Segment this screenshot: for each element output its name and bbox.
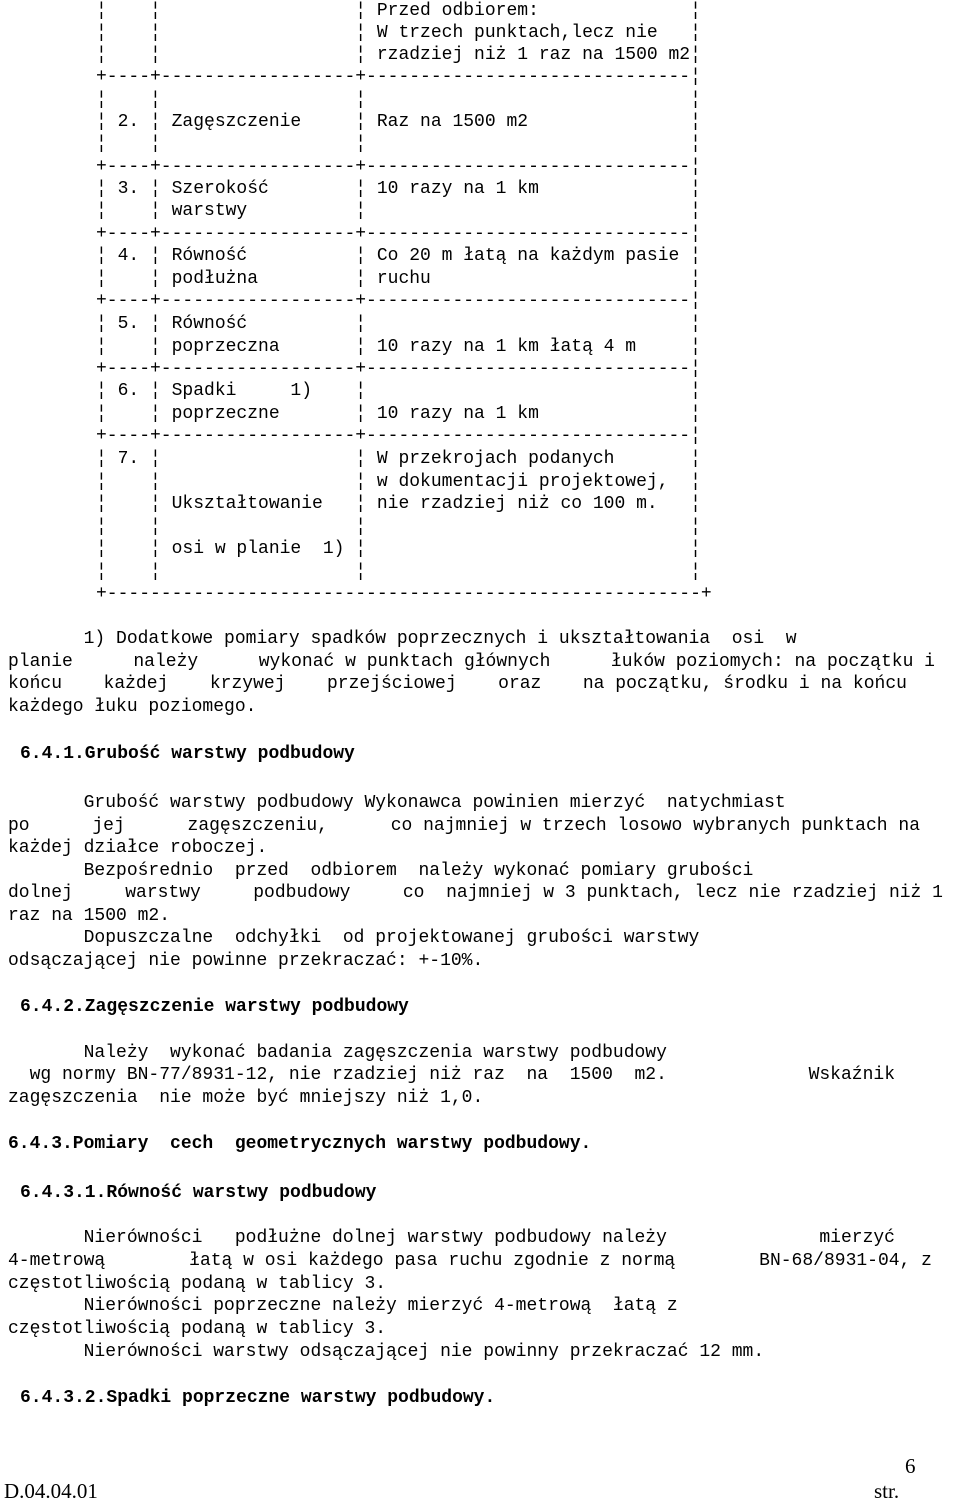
paragraph-line [8, 882, 943, 904]
paragraph-line [8, 1250, 932, 1272]
paragraph-word: 4-metrową [8, 1251, 106, 1271]
paragraph-line: zagęszczenia nie może być mniejszy niż 1,0. [8, 1088, 484, 1108]
paragraph-line: Nierówności poprzeczne należy mierzyć 4-metrową łatą z [8, 1296, 678, 1316]
section-heading: 6.4.3.2.Spadki poprzeczne warstwy podbudowy. [20, 1388, 496, 1408]
paragraph-word: jej [92, 816, 125, 836]
table-separator: +----+------------------+------------------------------¦ [96, 67, 701, 87]
paragraph-line: Należy wykonać badania zagęszczenia warstwy podbudowy [8, 1043, 667, 1063]
table-row-1-line: ¦ ¦ ¦ W trzech punktach,lecz nie ¦ [96, 23, 701, 43]
section-heading: 6.4.1.Grubość warstwy podbudowy [20, 744, 355, 764]
paragraph-line: Grubość warstwy podbudowy Wykonawca powinien mierzyć natychmiast [8, 793, 786, 813]
footnote-word: należy [133, 652, 199, 672]
table-row-4-line: ¦ 4. ¦ Równość ¦ Co 20 m łatą na każdym pasie ¦ [96, 246, 701, 266]
table-row-3-line: ¦ 3. ¦ Szerokość ¦ 10 razy na 1 km ¦ [96, 179, 701, 199]
table-separator: +----+------------------+------------------------------¦ [96, 224, 701, 244]
paragraph-word: mierzyć [819, 1228, 895, 1248]
paragraph-word: co najmniej w 3 punktach, lecz nie rzadziej niż 1 [402, 883, 943, 903]
paragraph-word: łatą w osi każdego pasa ruchu zgodnie z normą [189, 1251, 676, 1271]
footnote-word: na początku, środku i na końcu [582, 674, 907, 694]
table-row-2-line: ¦ ¦ ¦ ¦ [96, 134, 701, 154]
table-row-7-line: ¦ ¦ ¦ ¦ [96, 517, 701, 537]
section-heading: 6.4.2.Zagęszczenie warstwy podbudowy [20, 997, 409, 1017]
footnote-word: każdej [103, 674, 169, 694]
footnote-line: każdego łuku poziomego. [8, 697, 257, 717]
table-row-6-line: ¦ ¦ poprzeczne ¦ 10 razy na 1 km ¦ [96, 404, 701, 424]
paragraph-line: Nierówności warstwy odsączającej nie powinny przekraczać 12 mm. [8, 1342, 765, 1362]
footnote-word: łuków poziomych: na początku i [610, 652, 935, 672]
paragraph-word: warstwy [125, 883, 201, 903]
footnote-word: planie [8, 652, 73, 672]
paragraph-line: Bezpośrednio przed odbiorem należy wykonać pomiary grubości [8, 861, 754, 881]
paragraph-line: częstotliwością podaną w tablicy 3. [8, 1274, 387, 1294]
table-row-5-line: ¦ 5. ¦ Równość ¦ ¦ [96, 314, 701, 334]
footnote-word: przejściowej [327, 674, 457, 694]
footnote-word: krzywej [209, 674, 286, 694]
table-separator: +----+------------------+------------------------------¦ [96, 291, 701, 311]
paragraph-line: raz na 1500 m2. [8, 906, 171, 926]
table-row-7-line: ¦ 7. ¦ ¦ W przekrojach podanych ¦ [96, 449, 701, 469]
table-row-7-line: ¦ ¦ osi w planie 1) ¦ ¦ [96, 539, 701, 559]
table-row-3-line: ¦ ¦ warstwy ¦ ¦ [96, 201, 701, 221]
paragraph-word: wg normy BN-77/8931-12, nie rzadziej niż raz na 1500 m2. [8, 1065, 667, 1085]
table-row-7-line: ¦ ¦ ¦ ¦ [96, 562, 701, 582]
section-heading: 6.4.3.1.Równość warstwy podbudowy [20, 1183, 377, 1203]
page-number: 6 [905, 1454, 916, 1478]
paragraph-line: częstotliwością podaną w tablicy 3. [8, 1319, 387, 1339]
table-row-6-line: ¦ 6. ¦ Spadki 1) ¦ ¦ [96, 381, 701, 401]
paragraph-line: odsączającej nie powinne przekraczać: +-10%. [8, 951, 484, 971]
footnote-line [8, 651, 935, 673]
section-heading: 6.4.3.Pomiary cech geometrycznych warstwy podbudowy. [8, 1134, 592, 1154]
paragraph-word: zagęszczeniu, [187, 816, 328, 836]
paragraph-word: podbudowy [253, 883, 351, 903]
footnote-word: wykonać w punktach głównych [258, 652, 551, 672]
table-row-5-line: ¦ ¦ poprzeczna ¦ 10 razy na 1 km łatą 4 m ¦ [96, 337, 701, 357]
table-separator: +----+------------------+------------------------------¦ [96, 426, 701, 446]
table-row-7-line: ¦ ¦ Ukształtowanie ¦ nie rzadziej niż co 100 m. ¦ [96, 494, 701, 514]
paragraph-word: co najmniej w trzech losowo wybranych punktach na [390, 816, 920, 836]
paragraph-line: każdej działce roboczej. [8, 838, 268, 858]
paragraph-word: BN-68/8931-04, z [759, 1251, 932, 1271]
paragraph-line [8, 1227, 895, 1249]
table-separator: +----+------------------+------------------------------¦ [96, 157, 701, 177]
document-code: D.04.04.01 [4, 1479, 98, 1503]
paragraph-word: Nierówności podłużne dolnej warstwy podbudowy należy [8, 1228, 667, 1248]
footnote-line: 1) Dodatkowe pomiary spadków poprzecznych i ukształtowania osi w [8, 629, 797, 649]
footnote-word: oraz [498, 674, 542, 694]
table-bottom-border: +-------------------------------------------------------+ [96, 584, 712, 604]
table-row-1-line: ¦ ¦ ¦ rzadziej niż 1 raz na 1500 m2¦ [96, 45, 701, 65]
paragraph-line [8, 815, 920, 837]
paragraph-word: Wskaźnik [808, 1065, 895, 1085]
paragraph-word: dolnej [8, 883, 73, 903]
table-row-2-line: ¦ 2. ¦ Zagęszczenie ¦ Raz na 1500 m2 ¦ [96, 112, 701, 132]
table-row-2-line: ¦ ¦ ¦ ¦ [96, 90, 701, 110]
table-row-7-line: ¦ ¦ ¦ w dokumentacji projektowej, ¦ [96, 472, 701, 492]
table-row-4-line: ¦ ¦ podłużna ¦ ruchu ¦ [96, 269, 701, 289]
paragraph-word: po [8, 816, 30, 836]
page-label: str. [874, 1479, 900, 1503]
footnote-line [8, 673, 907, 695]
paragraph-line: Dopuszczalne odchyłki od projektowanej grubości warstwy [8, 928, 700, 948]
paragraph-line [8, 1064, 895, 1086]
table-row-1-line: ¦ ¦ ¦ Przed odbiorem: ¦ [96, 1, 701, 21]
table-separator: +----+------------------+------------------------------¦ [96, 359, 701, 379]
footnote-word: końcu [8, 674, 63, 694]
